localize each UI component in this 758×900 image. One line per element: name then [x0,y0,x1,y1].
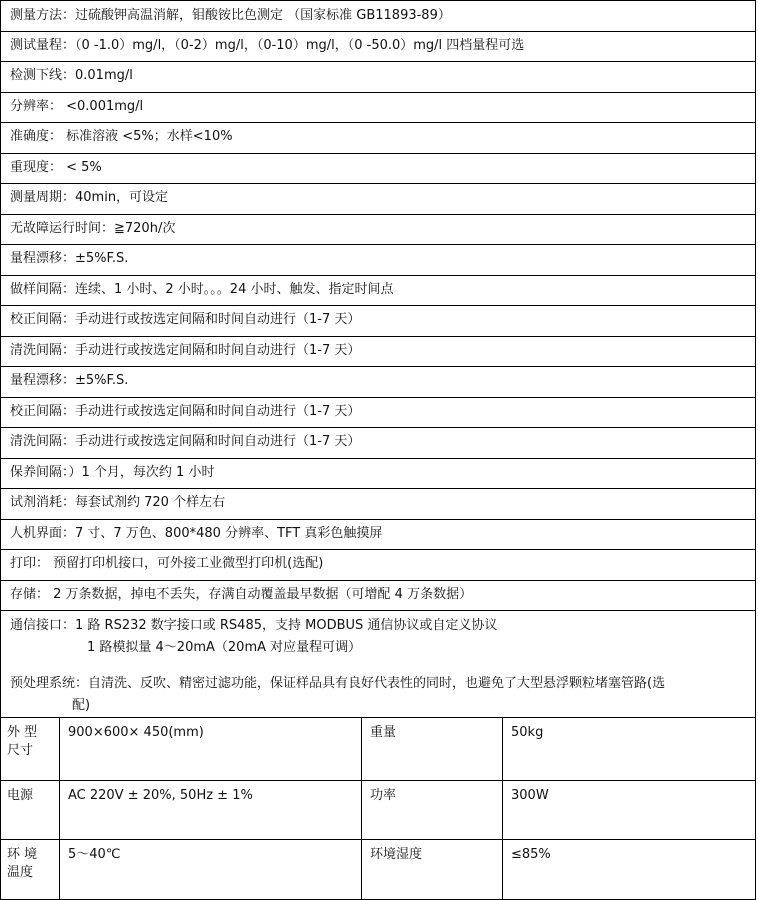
spec-row-text: 人机界面：7 寸、7 万色、800*480 分辨率、TFT 真彩色触摸屏 [10,526,383,541]
spec-row-text: 重现度： < 5% [10,160,102,175]
spec-row [0,520,756,550]
spec-row-text: 存储： 2 万条数据，掉电不丢失，存满自动覆盖最早数据（可增配 4 万条数据） [10,587,473,602]
spec-row [0,62,756,93]
spec-row-text: 试剂消耗：每套试剂约 720 个样左右 [10,495,226,510]
spec-row-text: 检测下线：0.01mg/l [10,68,133,83]
spec-row [0,337,756,367]
spec-row-text: 无故障运行时间：≧720h/次 [10,221,176,236]
spec-row-text: 做样间隔：连续、1 小时、2 小时。。。24 小时、触发、指定时间点 [10,282,394,297]
spec-table-value: 300W [503,781,756,840]
spec-row [0,215,756,245]
spec-row [0,245,756,276]
spec-row [0,581,756,611]
spec-table-label: 重量 [362,718,503,781]
spec-row [0,123,756,154]
spec-row [0,184,756,215]
spec-row-text: 校正间隔：手动进行或按选定间隔和时间自动进行（1-7 天） [10,404,361,419]
spec-table-label: 外 型 尺寸 [0,718,60,781]
spec-table-value: AC 220V ± 20%, 50Hz ± 1% [60,781,362,840]
comm-pretreatment-block [0,610,756,718]
spec-row-text: 测量方法：过硫酸钾高温消解，钼酸铵比色测定 （国家标准 GB11893-89） [10,8,451,23]
spec-row-text: 清洗间隔：手动进行或按选定间隔和时间自动进行（1-7 天） [10,434,361,449]
spec-row-text: 清洗间隔：手动进行或按选定间隔和时间自动进行（1-7 天） [10,343,361,358]
spec-row-text: 准确度： 标准溶液 <5%；水样<10% [10,129,233,144]
spec-row [0,367,756,398]
spec-table-value: 5～40℃ [60,840,362,900]
spec-row [0,550,756,581]
spec-row-text: 测试量程：（0 -1.0）mg/l，（0-2）mg/l，（0-10）mg/l，（0 -50.0）mg/l 四档量程可选 [10,38,525,53]
spec-row [0,306,756,337]
comm-line-1: 通信接口：1 路 RS232 数字接口或 RS485，支持 MODBUS 通信协议或自定义协议 [10,618,498,633]
spec-table-value: 50kg [503,718,756,781]
spec-row [0,276,756,306]
spec-row-text: 保养间隔：）1 个月，每次约 1 小时 [10,465,215,480]
spec-row [0,154,756,184]
spec-table-value: ≤85% [503,840,756,900]
spec-row [0,32,756,62]
spec-row [0,428,756,459]
spec-row-text: 测量周期：40min，可设定 [10,190,169,205]
comm-line-2: 1 路模拟量 4～20mA（20mA 对应量程可调） [87,640,362,655]
spec-row-text: 量程漂移：±5%F.S. [10,373,129,388]
spec-row-text: 打印： 预留打印机接口，可外接工业微型打印机(选配) [10,556,324,571]
spec-row [0,489,756,520]
spec-row-text: 量程漂移：±5%F.S. [10,251,129,266]
spec-table-label: 环境湿度 [362,840,503,900]
spec-row [0,459,756,489]
spec-row-text: 分辨率： <0.001mg/l [10,99,144,114]
spec-row [0,93,756,123]
spec-table-label: 环 境 温度 [0,840,60,900]
spec-row [0,0,756,32]
spec-table-value: 900×600× 450(mm) [60,718,362,781]
spec-row-text: 校正间隔：手动进行或按选定间隔和时间自动进行（1-7 天） [10,312,361,327]
spec-table-label: 功率 [362,781,503,840]
pretreatment-line-wrap: 配) [72,698,91,713]
spec-table-label: 电源 [0,781,60,840]
spec-row [0,398,756,428]
pretreatment-line: 预处理系统：自清洗、反吹、精密过滤功能，保证样品具有良好代表性的同时，也避免了大型悬浮颗粒堵塞管路(选 [10,676,666,691]
